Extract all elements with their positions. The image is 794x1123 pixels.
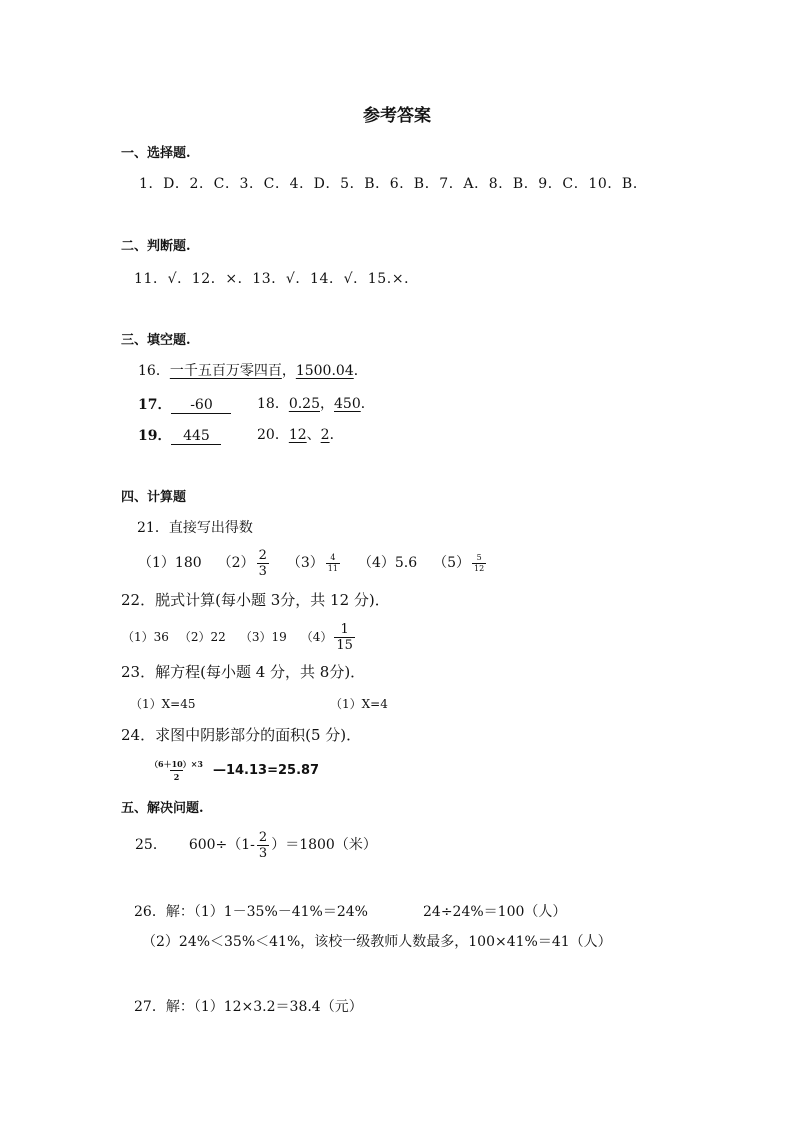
q22-part1: （1）36 [122, 630, 169, 644]
q23-part1: （1）X=45 [130, 697, 196, 711]
q16-separator: ， [281, 363, 296, 379]
fraction-numerator: （6＋10）×3 [150, 758, 203, 769]
q16-answer [138, 364, 368, 378]
section-heading-solve: 五、解决问题. [121, 801, 204, 816]
q20-blank-1: 12 [288, 427, 307, 443]
fraction-denominator: 15 [336, 637, 353, 653]
q25-expression-end: ）＝1800（米） [271, 837, 377, 853]
fraction-denominator: 12 [474, 563, 485, 573]
q20-separator: 、 [306, 427, 321, 443]
q18-separator: ， [320, 396, 334, 412]
section-heading-choice: 一、选择题. [121, 146, 191, 161]
q22-part4-label: （4） [300, 630, 333, 644]
q24-result: —14.13=25.87 [212, 762, 320, 778]
q25-fraction [257, 831, 269, 860]
q22-answers [122, 621, 357, 653]
page-title: 参考答案 [363, 106, 431, 126]
q17-answer [138, 397, 231, 414]
q26-line1-part1: 26．解：（1）1－35%－41%＝24% [134, 904, 368, 920]
q21-part4: （4）5.6 [357, 555, 418, 571]
fraction-numerator: 5 [476, 552, 482, 562]
section-heading-fill: 三、填空题. [121, 333, 191, 348]
q20-answer [257, 428, 344, 442]
q24-title: 24．求图中阴影部分的面积(5 分)． [121, 726, 362, 744]
q26-line2: （2）24%＜35%＜41%，该校一级教师人数最多，100×41%＝41（人） [142, 934, 612, 950]
q22-title: 22．脱式计算(每小题 3分，共 12 分)． [121, 591, 390, 609]
q21-part5-fraction [472, 554, 486, 573]
q21-part2-label: （2） [217, 555, 255, 571]
q16-blank-1: 一千五百万零四百 [169, 363, 282, 379]
q22-part2: （2）22 [178, 630, 226, 644]
q21-part1: （1）180 [138, 555, 202, 571]
q25-answer [135, 829, 377, 861]
q22-part3: （3）19 [239, 630, 287, 644]
fraction-numerator: 1 [340, 621, 349, 637]
q23-title: 23．解方程(每小题 4 分，共 8分)． [121, 663, 366, 681]
q18-answer [257, 397, 375, 411]
choice-answers: 1．D．2．C．3．C．4．D．5．B．6．B．7．A．8．B．9．C．10．B． [139, 176, 648, 192]
q21-part3-fraction [326, 554, 340, 573]
fraction-numerator: 2 [258, 829, 268, 845]
q21-part2-fraction [257, 549, 269, 578]
q17-blank: -60 [171, 397, 231, 414]
q17-number: 17． [138, 397, 172, 413]
q19-answer [138, 428, 221, 445]
section-heading-judgement: 二、判断题. [121, 239, 191, 254]
q16-number: 16． [138, 363, 170, 379]
q24-answer [144, 757, 319, 783]
q20-blank-2: 2 [320, 427, 330, 443]
q21-answers [138, 548, 488, 578]
q19-blank: 445 [171, 428, 221, 445]
judgement-answers: 11．√．12．×．13．√．14．√．15.×． [134, 271, 419, 287]
q18-end: ． [360, 396, 375, 412]
q25-expression-start: 600÷（1- [188, 837, 255, 853]
fraction-numerator: 4 [330, 552, 336, 562]
fraction-denominator: 2 [170, 770, 184, 781]
q16-end: ． [353, 363, 368, 379]
q24-fraction [146, 760, 207, 781]
q19-number: 19． [138, 428, 172, 444]
q20-number: 20． [257, 427, 289, 443]
fraction-denominator: 3 [258, 845, 268, 861]
q18-blank-2: 450 [334, 396, 361, 412]
q23-part2: （1）X=4 [330, 697, 388, 711]
q21-part5-label: （5） [433, 555, 471, 571]
q18-number: 18． [257, 396, 289, 412]
q16-blank-2: 1500.04 [295, 363, 354, 379]
q18-blank-1: 0.25 [288, 396, 320, 412]
fraction-numerator: 2 [258, 547, 267, 563]
q21-title: 21．直接写出得数 [137, 520, 253, 536]
q22-part4-fraction [334, 623, 355, 652]
fraction-denominator: 11 [327, 563, 338, 573]
q25-number: 25． [135, 837, 167, 853]
section-heading-calc: 四、计算题 [121, 490, 187, 505]
q27-line1: 27．解：（1）12×3.2＝38.4（元） [134, 999, 363, 1015]
q26-line1-part2: 24÷24%＝100（人） [423, 904, 567, 920]
fraction-denominator: 3 [258, 563, 267, 579]
q20-end: ． [329, 427, 344, 443]
q21-part3-label: （3） [286, 555, 324, 571]
